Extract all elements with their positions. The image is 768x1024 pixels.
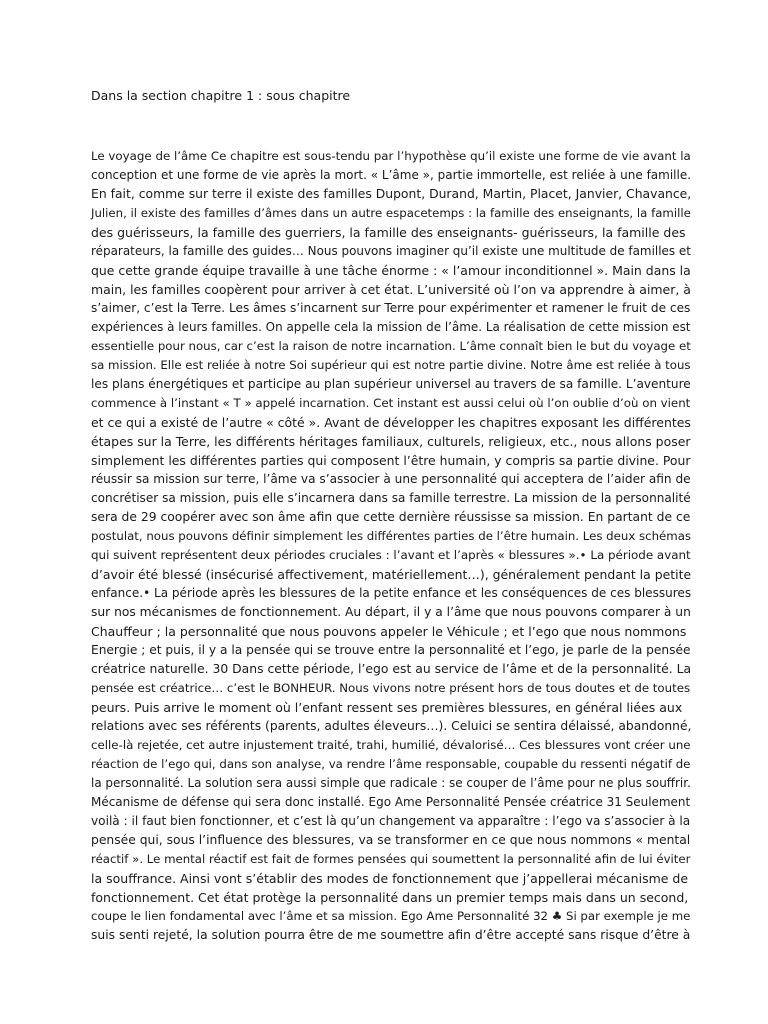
text-line: essentielle pour nous, car c’est la raison de notre incarnation. L’âme connaît bien le but du voyage et — [91, 339, 691, 353]
text-line: concrétiser sa mission, puis elle s’incarnera dans sa famille terrestre. La mission de la personnalité — [91, 491, 691, 505]
text-line: sur nos mécanismes de fonctionnement. Au départ, il y a l’âme que nous pouvons comparer à un — [91, 605, 691, 619]
text-line: réactif ». Le mental réactif est fait de formes pensées qui soumettent la personnalité afin de lui éviter — [91, 852, 691, 866]
text-line: les plans énergétiques et participe au plan supérieur universel au travers de sa famille. L’aventure — [91, 377, 691, 391]
text-line: sera de 29 coopérer avec son âme afin que cette dernière réussisse sa mission. En partant de ce — [91, 510, 691, 524]
text-line: pensée qui, sous l’influence des blessures, va se transformer en ce que nous nommons « mental — [91, 833, 691, 847]
text-line: conception et une forme de vie après la mort. « L’âme », partie immortelle, est reliée à une famille. — [91, 168, 692, 182]
text-line: commence à l’instant « T » appelé incarnation. Cet instant est aussi celui où l’on oublie d’où on vient — [91, 396, 691, 410]
text-line: étapes sur la Terre, les différents héritages familiaux, culturels, religieux, etc., nous allons poser — [91, 434, 691, 449]
text-line: réussir sa mission sur terre, l’âme va s’associer à une personnalité qui acceptera de l’aider afin de — [91, 472, 691, 486]
text-line: celle-là rejetée, cet autre injustement traité, trahi, humilié, dévalorisé… Ces blessures vont créer une — [91, 738, 691, 752]
text-line: peurs. Puis arrive le moment où l’enfant ressent ses premières blessures, en général liées aux — [91, 700, 683, 715]
text-line: Julien, il existe des familles d’âmes dans un autre espacetemps : la famille des enseignants, la famille — [91, 206, 691, 220]
section-heading: Dans la section chapitre 1 : sous chapitre — [91, 88, 351, 103]
text-line: des guérisseurs, la famille des guerriers, la famille des enseignants- guérisseurs, la famille des — [91, 225, 686, 240]
text-line: sa mission. Elle est reliée à notre Soi supérieur qui est notre partie divine. Notre âme est reliée à tous — [91, 358, 691, 372]
text-line: s’aimer, c’est la Terre. Les âmes s’incarnent sur Terre pour expérimenter et ramener le fruit de ces — [91, 301, 691, 315]
text-line: relations avec ses référents (parents, adultes éleveurs…). Celuici se sentira délaissé, abandonné, — [91, 719, 692, 733]
text-line: pensée est créatrice… c’est le BONHEUR. Nous vivons notre présent hors de tous doutes et de toutes — [91, 681, 691, 695]
text-line: créatrice naturelle. 30 Dans cette période, l’ego est au service de l’âme et de la personnalité. La — [91, 662, 692, 676]
text-line: coupe le lien fondamental avec l’âme et sa mission. Ego Ame Personnalité 32 ♣ Si par exemple je me — [91, 909, 691, 923]
text-line: la personnalité. La solution sera aussi simple que radicale : se couper de l’âme pour ne plus souffrir. — [91, 776, 691, 790]
text-line: Chauffeur ; la personnalité que nous pouvons appeler le Véhicule ; et l’ego que nous nommons — [91, 624, 687, 639]
text-line: qui suivent représentent deux périodes cruciales : l’avant et l’après « blessures ».• La période avant — [91, 548, 691, 562]
text-line: et ce qui a existé de l’autre « côté ». Avant de développer les chapitres exposant les différentes — [91, 415, 691, 430]
text-line: Mécanisme de défense qui sera donc installé. Ego Ame Personnalité Pensée créatrice 31 Seulement — [91, 795, 691, 809]
text-line: Energie ; et puis, il y a la pensée qui se trouve entre la personnalité et l’ego, je parle de la pensée — [91, 643, 691, 657]
text-line: réparateurs, la famille des guides… Nous pouvons imaginer qu’il existe une multitude de familles et — [91, 244, 691, 258]
text-line: enfance.• La période après les blessures de la petite enfance et les conséquences de ces blessures — [91, 586, 692, 600]
text-line: réaction de l’ego qui, dans son analyse, va rendre l’âme responsable, coupable du ressenti négatif de — [91, 757, 691, 771]
text-line: postulat, nous pouvons définir simplement les différentes parties de l’être humain. Les deux schémas — [91, 529, 692, 543]
text-line: En fait, comme sur terre il existe des familles Dupont, Durand, Martin, Placet, Janvier, Chavance, — [91, 187, 692, 201]
text-line: Le voyage de l’âme Ce chapitre est sous-tendu par l’hypothèse qu’il existe une forme de vie avant la — [91, 149, 691, 163]
body-paragraph — [91, 147, 691, 945]
text-line: voilà : il faut bien fonctionner, et c’est là qu’un changement va apparaître : l’ego va s’associer à la — [91, 814, 691, 828]
text-line: expériences à leurs familles. On appelle cela la mission de l’âme. La réalisation de cette mission est — [91, 320, 691, 334]
text-line: fonctionnement. Cet état protège la personnalité dans un premier temps mais dans un second, — [91, 890, 689, 905]
text-line: d’avoir été blessé (insécurisé affectivement, matériellement…), généralement pendant la petite — [91, 567, 692, 582]
text-line: la souffrance. Ainsi vont s’établir des modes de fonctionnement que j’appellerai mécanisme de — [91, 871, 689, 886]
text-line: simplement les différentes parties qui composent l’être humain, y compris sa partie divine. Pour — [91, 453, 691, 468]
text-line: que cette grande équipe travaille à une tâche énorme : « l’amour inconditionnel ». Main dans la — [91, 263, 691, 278]
text-line: suis senti rejeté, la solution pourra être de me soumettre afin d’être accepté sans risque d’être à — [91, 928, 691, 942]
text-line: main, les familles coopèrent pour arriver à cet état. L’université où l’on va apprendre à aimer, à — [91, 282, 691, 297]
